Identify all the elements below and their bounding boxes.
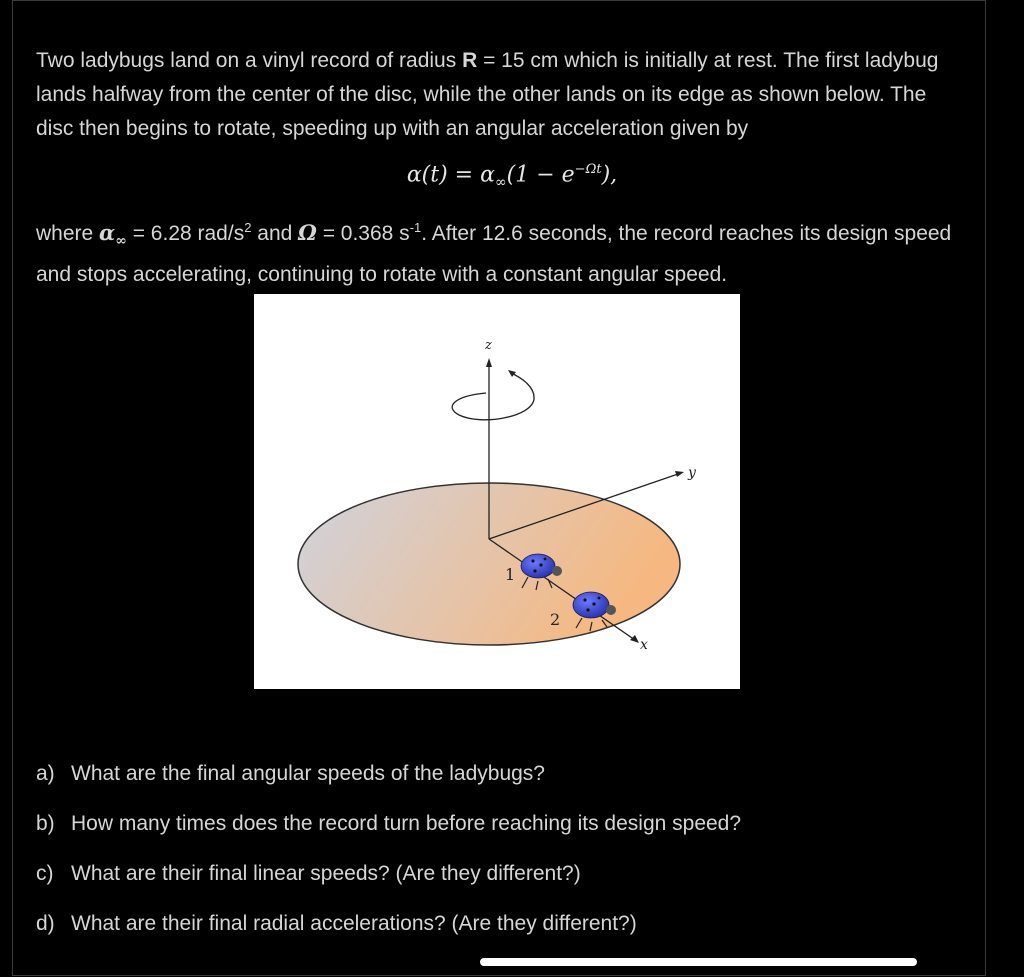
question-list — [36, 760, 936, 960]
acceleration-formula: $\alpha(t) = \alpha_\infty(1 - e^{-\Omega t})$, — [406, 162, 618, 191]
question-item: c) What are their final linear speeds? (Are they different?) — [36, 862, 581, 885]
horizontal-scrollbar[interactable] — [480, 958, 917, 966]
z-axis-label: z — [485, 338, 492, 353]
radius-symbol: R — [462, 49, 478, 72]
question-item: a) What are the final angular speeds of the ladybugs? — [36, 762, 545, 785]
problem-intro: Two ladybugs land on a vinyl record of radius R = 15 cm which is initially at rest. The first ladybug lands halfway from the center of the disc, while the other lands on its edge as shown below. The disc then begins to rotate, speeding up with an angular acceleration given by — [36, 49, 939, 140]
ladybug-2-label: 2 — [550, 610, 561, 629]
disc-diagram — [254, 294, 740, 689]
ladybug-1-label: 1 — [505, 565, 516, 584]
parameter-text: where $\alpha_\infty = 6.28$ rad/$s^2$ and Ω = 0.368 $s^{-1}$. After 12.6 seconds, the record reaches its design speed and stops accelerating, continuing to rotate with a constant angular speed. — [36, 220, 952, 287]
question-item: d) What are their final radial accelerations? (Are they different?) — [36, 912, 637, 935]
x-axis-label: x — [640, 637, 648, 653]
question-item: b) How many times does the record turn before reaching its design speed? — [36, 812, 742, 835]
y-axis-label: y — [688, 465, 696, 481]
rotating-disc-figure — [254, 294, 740, 689]
rotation-arrow-icon — [452, 373, 534, 420]
